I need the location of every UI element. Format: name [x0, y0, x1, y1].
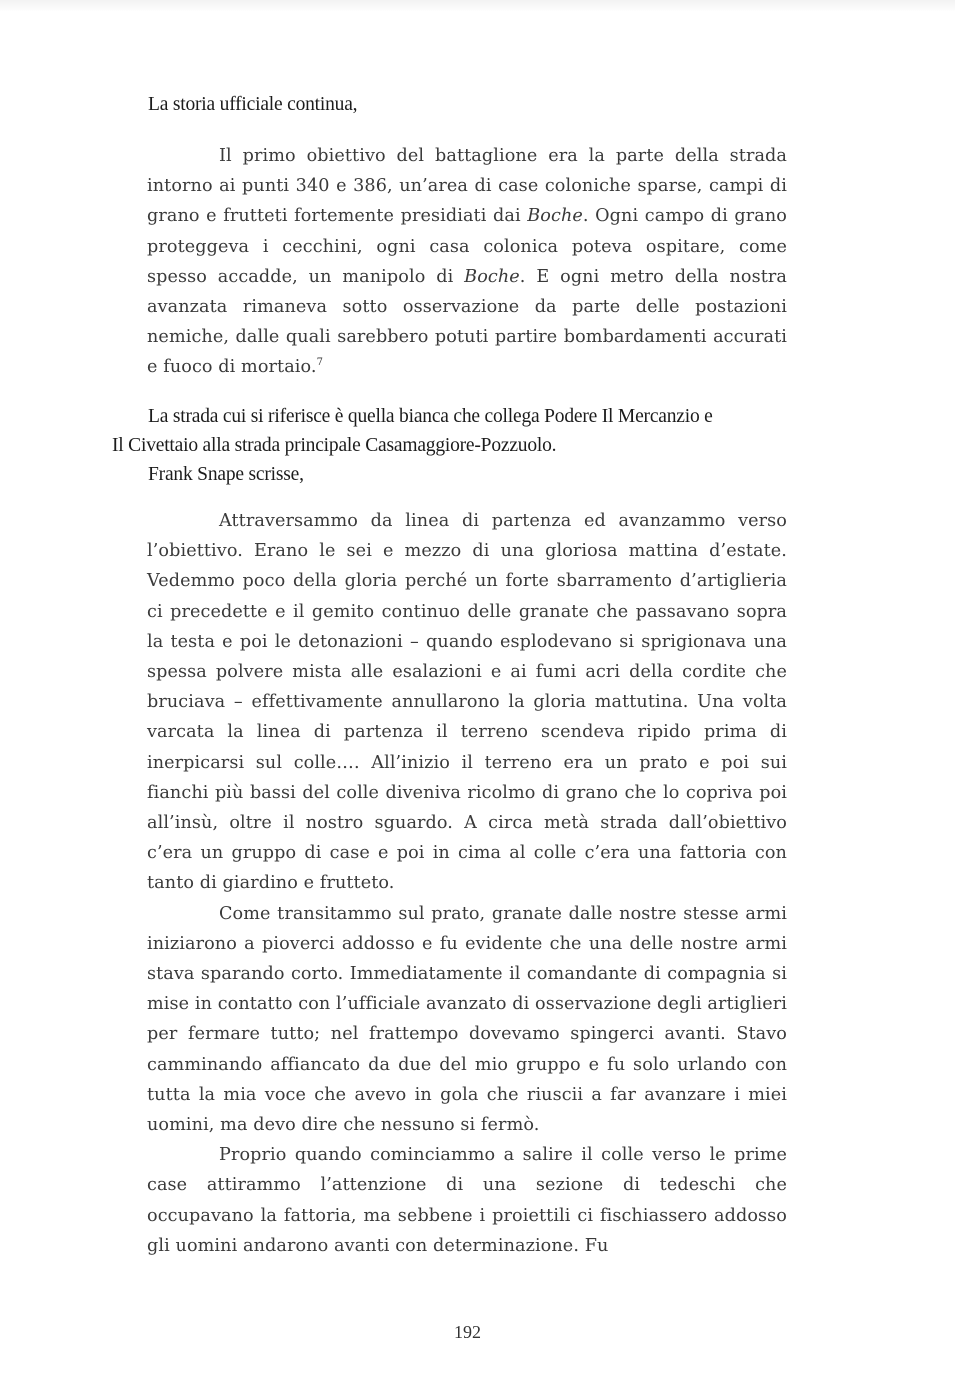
quote-italic-term: Boche [464, 266, 520, 287]
quote-text: Il primo obiettivo del battaglione era la parte della strada intorno ai punti 340 e 386, un’area di case coloniche sparse, campi di grano e frutteti fortemente presidiati dai [147, 146, 787, 227]
narrative-line: La strada cui si riferisce è quella bianca che collega Podere Il Mercanzio e [148, 406, 713, 427]
intro-line: La storia ufficiale continua, [148, 94, 358, 115]
quote-paragraph: Attraversammo da linea di partenza ed avanzammo verso l’obiettivo. Erano le sei e mezzo di una gloriosa mattina d’estate. Vedemmo poco della gloria perché un forte sbarramento d’artiglieria ci precedette e il gemito continuo delle granate che passavano sopra la testa e poi le detonazioni – quando esplodevano si sprigionava una spessa polvere mista alle esalazioni e ai fumi acri della cordite che bruciava – effettivamente annullarono la gloria mattutina. Una volta varcata la linea di partenza il terreno scendeva ripido prima di inerpicarsi sul colle…. All’inizio il terreno era un prato e poi sui fianchi più bassi del colle diveniva ricolmo di grano che lo copriva poi all’insù, oltre il nostro sguardo. A circa metà strada dall’obiettivo c’era un gruppo di case e poi in cima al colle c’era una fattoria con tanto di giardino e frutteto. [147, 511, 787, 894]
quote-official-history [147, 141, 787, 383]
quote-paragraph: Come transitammo sul prato, granate dalle nostre stesse armi iniziarono a pioverci addosso e fu evidente che una delle nostre armi stava sparando corto. Immediatamente il comandante di compagnia si mise in contatto con l’ufficiale avanzato di osservazione degli artiglieri per fermare tutto; nel frattempo dovevamo spingerci avanti. Stavo camminando affiancato da due del mio gruppo e fu solo urlando con tutta la mia voce che avevo in gola che riuscii a far avanzare i miei uomini, ma devo dire che nessuno si fermò. [147, 903, 787, 1136]
quote-paragraph: Proprio quando cominciammo a salire il colle verso le prime case attirammo l’attenzione di una sezione di tedeschi che occupavano la fattoria, ma sebbene i proiettili ci fischiassero addosso gli uomini andarono avanti con determinazione. Fu [147, 1145, 787, 1256]
footnote-reference: 7 [316, 357, 324, 369]
narrative-line: Frank Snape scrisse, [148, 464, 304, 485]
quote-text: . Ogni campo di grano proteggeva i cecchini, ogni casa colonica poteva ospitare, come spesso accadde, un manipolo di [147, 206, 787, 287]
quote-frank-snape [147, 506, 787, 1261]
page-number: 192 [454, 1322, 481, 1342]
quote-paragraph [147, 141, 787, 383]
quote-text: . E ogni metro della nostra avanzata rimaneva sotto osservazione da parte delle postazioni nemiche, dalle quali sarebbero potuti partire bombardamenti accurati e fuoco di mortaio. [147, 266, 787, 378]
scan-edge [0, 0, 955, 12]
narrative-line: Il Civettaio alla strada principale Casamaggiore-Pozzuolo. [112, 435, 557, 456]
quote-italic-term: Boche [527, 206, 583, 227]
